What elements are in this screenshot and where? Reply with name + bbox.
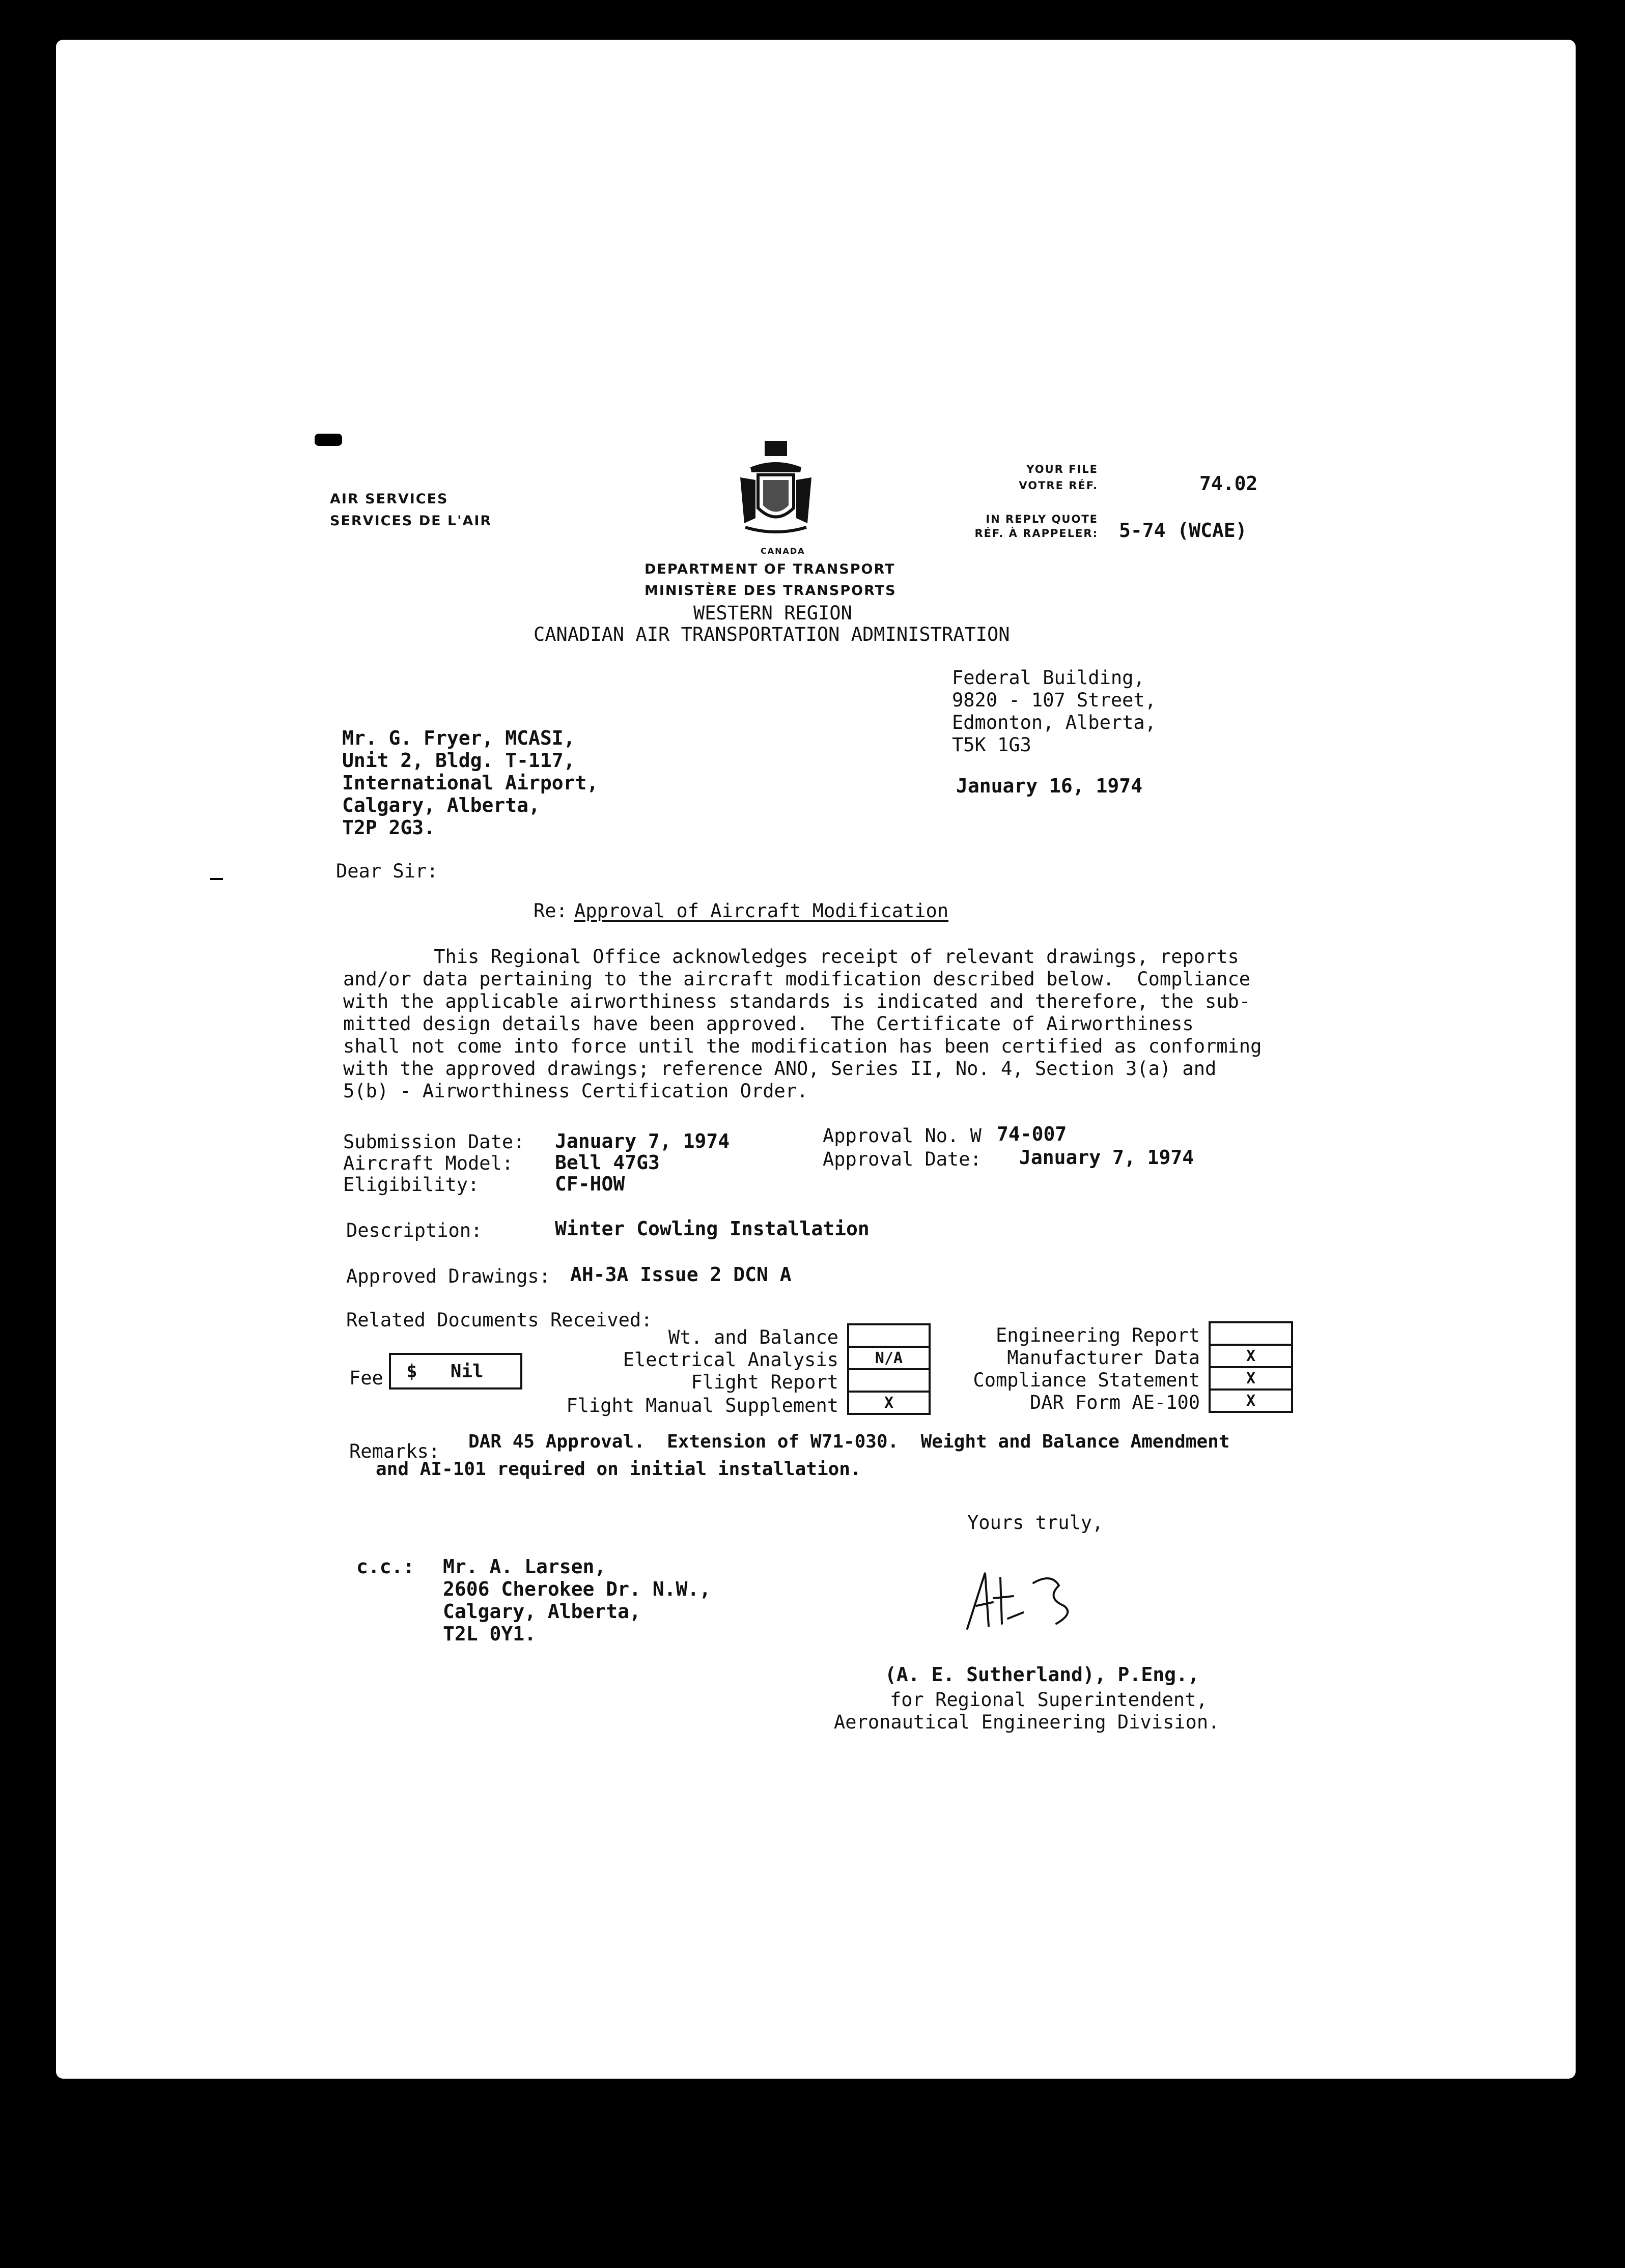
checkbox-dar-form: X: [1209, 1388, 1293, 1413]
body-line: shall not come into force until the modification has been certified as conforming: [343, 1035, 1262, 1057]
recipient-line: Unit 2, Bldg. T-117,: [342, 749, 575, 772]
checkbox-electrical: N/A: [847, 1346, 931, 1370]
approval-number-label: Approval No. W: [823, 1125, 982, 1147]
fee-value: $ Nil: [406, 1360, 484, 1382]
doc-label-flight-report: Flight Report: [691, 1371, 838, 1393]
recipient-line: Mr. G. Fryer, MCASI,: [342, 727, 575, 749]
header-left-line2: SERVICES DE L'AIR: [330, 513, 492, 529]
aircraft-model-value: Bell 47G3: [555, 1151, 660, 1174]
submission-date-label: Submission Date:: [343, 1131, 525, 1153]
margin-tick: [210, 878, 223, 880]
cc-line: Mr. A. Larsen,: [443, 1555, 606, 1578]
cc-label: c.c.:: [356, 1555, 415, 1578]
eligibility-value: CF-HOW: [555, 1173, 625, 1195]
doc-label-dar-form: DAR Form AE-100: [1029, 1392, 1200, 1413]
reply-label-2: RÉF. À RAPPELER:: [974, 527, 1098, 540]
subject-prefix: Re:: [534, 900, 568, 922]
margin-dash: [1408, 184, 1525, 186]
recipient-line: International Airport,: [342, 772, 599, 794]
description-label: Description:: [346, 1220, 483, 1241]
signatory-division: Aeronautical Engineering Division.: [834, 1711, 1220, 1733]
crest-caption: CANADA: [761, 546, 805, 556]
header-left-line1: AIR SERVICES: [330, 491, 449, 507]
fee-label: Fee: [349, 1367, 383, 1389]
doc-label-wt-balance: Wt. and Balance: [668, 1326, 838, 1348]
doc-label-engineering-report: Engineering Report: [996, 1324, 1200, 1346]
body-line: with the approved drawings; reference ANO, Series II, No. 4, Section 3(a) and: [343, 1058, 1217, 1080]
aircraft-model-label: Aircraft Model:: [343, 1152, 514, 1174]
checkbox-engineering-report: [1209, 1321, 1293, 1346]
remarks-label: Remarks:: [349, 1440, 440, 1462]
approval-date-label: Approval Date:: [823, 1148, 982, 1170]
doc-label-flight-manual: Flight Manual Supplement: [566, 1395, 838, 1416]
approved-drawings-label: Approved Drawings:: [346, 1265, 550, 1287]
signatory-name: (A. E. Sutherland), P.Eng.,: [885, 1663, 1199, 1686]
checkbox-compliance-statement: X: [1209, 1366, 1293, 1391]
body-line: mitted design details have been approved. The Certificate of Airworthiness: [343, 1013, 1194, 1035]
letter-date: January 16, 1974: [956, 775, 1143, 797]
your-file-label-2: VOTRE RÉF.: [1019, 479, 1098, 492]
body-line: This Regional Office acknowledges receipt of relevant drawings, reports: [343, 946, 1239, 968]
address-line: Edmonton, Alberta,: [952, 712, 1156, 733]
remarks-line: and AI-101 required on initial installation.: [376, 1459, 861, 1480]
fee-box: [389, 1353, 522, 1390]
handwritten-signature: [957, 1563, 1110, 1639]
reply-quote-value: 5-74 (WCAE): [1119, 519, 1247, 542]
address-line: 9820 - 107 Street,: [952, 689, 1156, 711]
doc-label-compliance-statement: Compliance Statement: [973, 1369, 1200, 1391]
film-blot: [315, 434, 342, 446]
related-documents-heading: Related Documents Received:: [346, 1309, 653, 1331]
cc-line: T2L 0Y1.: [443, 1623, 537, 1645]
approval-date-value: January 7, 1974: [1019, 1146, 1194, 1169]
department-french: MINISTÈRE DES TRANSPORTS: [645, 583, 896, 599]
address-line: T5K 1G3: [952, 734, 1031, 756]
body-line: with the applicable airworthiness standards is indicated and therefore, the sub-: [343, 990, 1251, 1012]
checkbox-flight-report: [847, 1368, 931, 1393]
checkbox-manufacturer-data: X: [1209, 1344, 1293, 1368]
remarks-line: DAR 45 Approval. Extension of W71-030. Weight and Balance Amendment: [468, 1431, 1230, 1452]
approval-number-value: 74-007: [997, 1123, 1067, 1145]
cc-line: Calgary, Alberta,: [443, 1600, 641, 1623]
signatory-title: for Regional Superintendent,: [890, 1689, 1208, 1711]
body-line: and/or data pertaining to the aircraft modification described below. Compliance: [343, 968, 1251, 990]
your-file-label-1: YOUR FILE: [1026, 463, 1098, 475]
cc-line: 2606 Cherokee Dr. N.W.,: [443, 1578, 711, 1600]
checkbox-wt-balance: [847, 1323, 931, 1348]
your-file-value: 74.02: [1199, 472, 1258, 495]
submission-date-value: January 7, 1974: [555, 1130, 730, 1152]
body-line: 5(b) - Airworthiness Certification Order.: [343, 1080, 808, 1102]
approved-drawings-value: AH-3A Issue 2 DCN A: [570, 1263, 792, 1286]
department-english: DEPARTMENT OF TRANSPORT: [645, 561, 895, 577]
checkbox-flight-manual: X: [847, 1391, 931, 1415]
agency-name: CANADIAN AIR TRANSPORTATION ADMINISTRATION: [534, 623, 1010, 645]
closing: Yours truly,: [967, 1512, 1104, 1534]
doc-label-manufacturer-data: Manufacturer Data: [1007, 1347, 1200, 1369]
subject-line: Approval of Aircraft Modification: [574, 900, 949, 922]
salutation: Dear Sir:: [336, 860, 438, 882]
address-line: Federal Building,: [952, 667, 1145, 689]
recipient-line: Calgary, Alberta,: [342, 794, 540, 816]
eligibility-label: Eligibility:: [343, 1174, 480, 1196]
canada-crest-icon: [735, 437, 817, 544]
recipient-line: T2P 2G3.: [342, 816, 436, 839]
region-name: WESTERN REGION: [693, 602, 852, 624]
description-value: Winter Cowling Installation: [555, 1217, 870, 1240]
reply-label-1: IN REPLY QUOTE: [986, 513, 1098, 525]
doc-label-electrical: Electrical Analysis: [623, 1349, 838, 1371]
margin-arrow: [1420, 317, 1461, 319]
